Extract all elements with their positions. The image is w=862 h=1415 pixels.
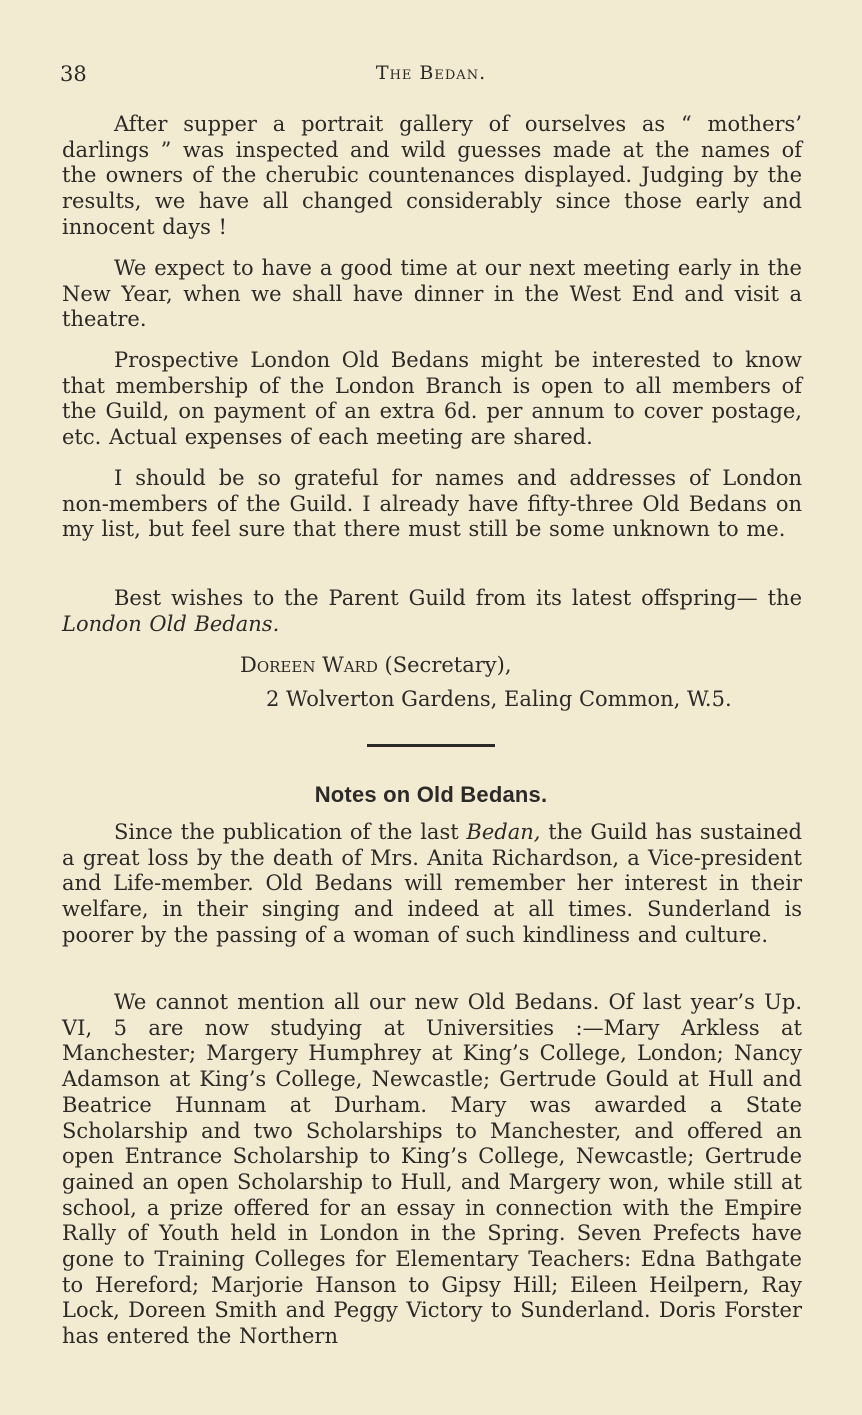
notes-text-after: the Guild has sustained a great loss by the death of Mrs. Anita Richardson, a Vice-president and Life-member. Old Bedans will remember her interest in their welfare, in their singing and indeed at all times. Sunderland is poorer by the passing of a woman of such kindliness and culture. (62, 820, 802, 947)
closing-text: Best wishes to the Parent Guild from its latest offspring— the (114, 586, 802, 610)
paragraph-text (62, 586, 802, 637)
paragraph-next-meeting (62, 256, 802, 333)
signature-block (240, 648, 732, 716)
paragraph-text (62, 820, 802, 949)
paragraph-membership (62, 348, 802, 451)
section-divider (367, 744, 495, 747)
section-heading: Notes on Old Bedans. (314, 782, 548, 807)
paragraph-text: I should be so grateful for names and addresses of London non-members of the Guild. I already have fifty-three Old Bedans on my list, but feel sure that there must still be some unknown to me. (62, 466, 802, 542)
paragraph-text: We cannot mention all our new Old Bedans. Of last year’s Up. VI, 5 are now studying at Universities :—Mary Arkless at Manchester; Margery Humphrey at King’s College, London; Nancy Adamson at King’s College, Newcastle; Gertrude Gould at Hull and Beatrice Hunnam at Durham. Mary was awarded a State Scholarship and two Scholarships to Manchester, and offered an open Entrance Scholarship to King’s College, Newcastle; Gertrude gained an open Scholarship to Hull, and Margery won, while still at school, a prize offered for an essay in connection with the Empire Rally of Youth held in London in the Spring. Seven Prefects have gone to Training Colleges for Elementary Teachers: Edna Bathgate to Hereford; Marjorie Hanson to Gipsy Hill; Eileen Heilpern, Ray Lock, Doreen Smith and Peggy Victory to Sunderland. Doris Forster has entered the Northern (62, 990, 802, 1349)
notes-text-before: Since the publication of the last (114, 820, 467, 844)
page-number: 38 (60, 62, 87, 86)
paragraph-notes-loss (62, 820, 802, 949)
paragraph-best-wishes (62, 586, 802, 637)
paragraph-text: After supper a portrait gallery of ourselves as “ mothers’ darlings ” was inspected and wild guesses made at the names of the owners of the cherubic countenances displayed. Judging by the results, we have all changed considerably since those early and innocent days ! (62, 112, 802, 239)
notes-italic-bedan: Bedan, (466, 820, 541, 844)
signature-address: 2 Wolverton Gardens, Ealing Common, W.5. (266, 687, 732, 711)
signature-name: Doreen Ward (240, 653, 378, 677)
paragraph-portrait-gallery (62, 112, 802, 241)
page-header (60, 62, 802, 92)
paragraph-names-request (62, 466, 802, 543)
closing-emphasis: London Old Bedans. (62, 611, 280, 636)
signature-role: (Secretary), (377, 653, 512, 677)
running-title: The Bedan. (375, 62, 487, 84)
paragraph-text: We expect to have a good time at our next meeting early in the New Year, when we shall have dinner in the West End and visit a theatre. (62, 256, 802, 332)
signature-line (240, 648, 732, 682)
paragraph-text: Prospective London Old Bedans might be interested to know that membership of the London Branch is open to all members of the Guild, on payment of an extra 6d. per annum to cover postage, etc. Actual expenses of each meeting are shared. (62, 348, 802, 450)
paragraph-notes-universities (62, 990, 802, 1350)
